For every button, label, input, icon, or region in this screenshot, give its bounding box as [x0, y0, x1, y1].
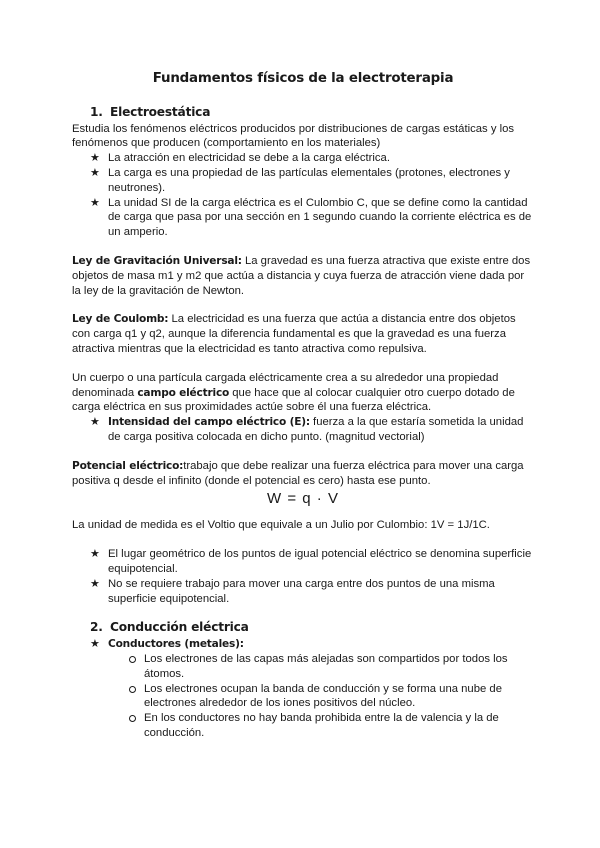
- list-item: ★ La carga es una propiedad de las partículas elementales (protones, electrones y neutrones).: [90, 166, 510, 194]
- star-icon: ★: [90, 548, 100, 561]
- list-item: ★ La unidad SI de la carga eléctrica es el Culombio C, que se define como la cantidad de carga que pasa por una sección en 1 segundo cuando la corriente eléctrica es de un amperio.: [90, 196, 532, 239]
- coulomb-paragraph: Ley de Coulomb: La electricidad es una fuerza que actúa a distancia entre dos objetos con carga q1 y q2, aunque la diferencia fundamental es que la gravedad es una fuerza atractiva mientras que la electricidad es tanto atractiva como repulsiva.: [72, 313, 516, 355]
- star-icon: ★: [90, 638, 100, 651]
- list-item: Los electrones de las capas más alejadas son compartidos por todos los átomos.: [144, 652, 534, 682]
- star-icon: ★: [90, 166, 100, 179]
- list-item: ★ La atracción en electricidad se debe a la carga eléctrica.: [90, 152, 390, 165]
- list-item: Los electrones ocupan la banda de conducción y se forma una nube de electrones alrededor de los iones positivos del núcleo.: [144, 682, 534, 712]
- potential-paragraph: Potencial eléctrico:trabajo que debe realizar una fuerza eléctrica para mover una carga positiva q desde el infinito (donde el potencial es cero) hasta ese punto.: [72, 459, 524, 487]
- gravitation-label: Ley de Gravitación Universal:: [72, 254, 242, 267]
- electric-field-term: campo eléctrico: [137, 386, 230, 399]
- section-heading-electrostatics: [90, 105, 534, 120]
- section-number: 1.: [90, 104, 103, 119]
- list-item: En los conductores no hay banda prohibida entre la de valencia y la de conducción.: [144, 711, 534, 741]
- star-icon: ★: [90, 196, 100, 209]
- circle-bullet-icon: [129, 686, 136, 693]
- section-number: 2.: [90, 620, 103, 635]
- list-item: [90, 637, 534, 652]
- list-item: ★ No se requiere trabajo para mover una carga entre dos puntos de una misma superficie equipotencial.: [90, 577, 495, 605]
- conductors-label: Conductores (metales):: [108, 638, 244, 651]
- field-bullet-list: [72, 415, 534, 445]
- work-formula: W = q · V: [267, 490, 339, 508]
- star-icon: ★: [90, 577, 100, 590]
- gravitation-paragraph: Ley de Gravitación Universal: La gravedad es una fuerza atractiva que existe entre dos objetos de masa m1 y m2 que actúa a distancia y cuya fuerza de atracción viene dada por la ley de la gravitación de Newton.: [72, 254, 531, 297]
- potential-label: Potencial eléctrico:: [72, 459, 184, 472]
- intro-paragraph: Estudia los fenómenos eléctricos producidos por distribuciones de cargas estáticas y los fenómenos que producen (comportamiento en los materiales): [72, 122, 515, 150]
- conduction-bullet-list: [72, 637, 534, 652]
- star-icon: ★: [90, 416, 100, 429]
- section-title: Conducción eléctrica: [110, 620, 249, 635]
- conductors-sublist: [72, 652, 534, 741]
- coulomb-label: Ley de Coulomb:: [72, 313, 169, 326]
- electric-field-paragraph: Un cuerpo o una partícula cargada eléctricamente crea a su alrededor una propiedad denominada campo eléctrico que hace que al colocar cualquier otro cuerpo dotado de carga eléctrica en sus proximidades actúe sobre él una fuerza eléctrica.: [72, 371, 515, 414]
- equipotential-bullet-list: [72, 547, 534, 606]
- section-title: Electroestática: [110, 104, 211, 119]
- star-icon: ★: [90, 152, 100, 165]
- page-title: Fundamentos físicos de la electroterapia: [152, 71, 454, 86]
- field-intensity-label: Intensidad del campo eléctrico (E):: [108, 416, 310, 429]
- unit-paragraph: La unidad de medida es el Voltio que equivale a un Julio por Culombio: 1V = 1J/1C.: [72, 519, 490, 532]
- electrostatics-bullet-list: [72, 151, 534, 240]
- list-item: ★ El lugar geométrico de los puntos de igual potencial eléctrico se denomina superficie equipotencial.: [90, 548, 532, 575]
- list-item: ★ Intensidad del campo eléctrico (E): fuerza a la que estaría sometida la unidad de carga positiva colocada en dicho punto. (magnitud vectorial): [90, 416, 524, 443]
- circle-bullet-icon: [129, 715, 136, 722]
- section-heading-conduction: [90, 620, 534, 635]
- circle-bullet-icon: [129, 656, 136, 663]
